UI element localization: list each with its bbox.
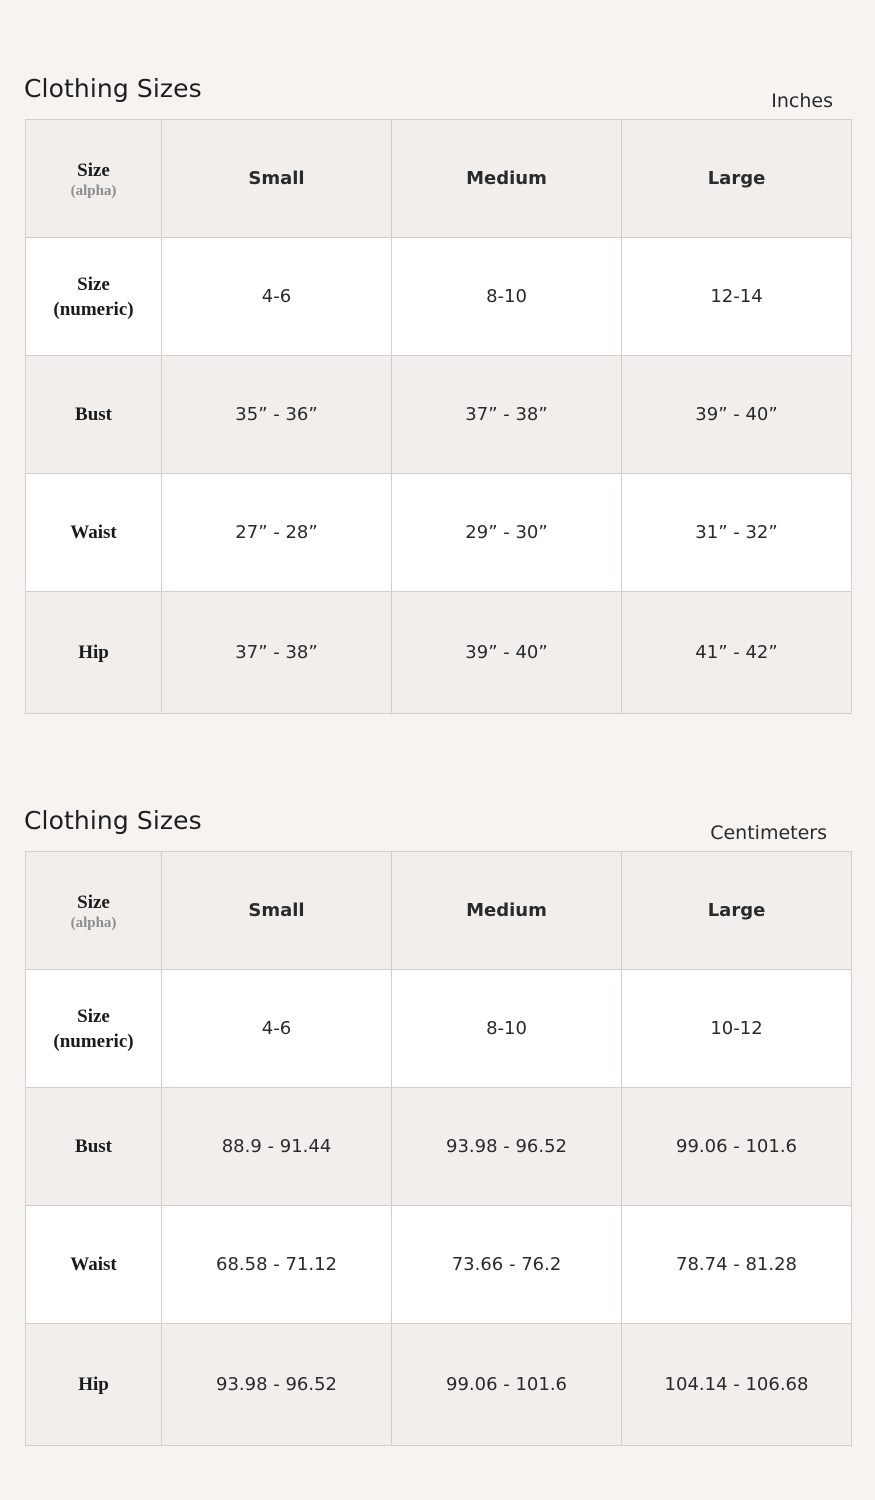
size-table [25,119,852,714]
table-cell: 99.06 - 101.6 [392,1324,622,1446]
row-header-cell [26,474,162,592]
table-row [26,970,852,1088]
table-cell: 31” - 32” [622,474,852,592]
table-header-row [26,852,852,970]
unit-label: Centimeters [710,822,827,844]
table-cell: 73.66 - 76.2 [392,1206,622,1324]
column-header-medium: Medium [392,120,622,238]
row-label-line1: Size [77,1005,110,1027]
row-header-cell [26,852,162,970]
table-cell: 93.98 - 96.52 [392,1088,622,1206]
section-title: Clothing Sizes [24,806,202,835]
table-row [26,1206,852,1324]
table-cell: 37” - 38” [162,592,392,714]
table-cell: 93.98 - 96.52 [162,1324,392,1446]
table-cell: 29” - 30” [392,474,622,592]
row-label-line1: Bust [75,404,112,425]
table-cell: 99.06 - 101.6 [622,1088,852,1206]
table-cell: 37” - 38” [392,356,622,474]
column-header-small: Small [162,852,392,970]
row-label-line2: (numeric) [53,298,134,320]
row-header-cell [26,120,162,238]
table-cell: 10-12 [622,970,852,1088]
table-row [26,1324,852,1446]
table-row [26,356,852,474]
table-cell: 35” - 36” [162,356,392,474]
table-row [26,1088,852,1206]
table-cell: 39” - 40” [622,356,852,474]
table-row [26,474,852,592]
row-label-line2: (numeric) [53,1030,134,1052]
row-header-cell [26,1324,162,1446]
row-label-line1: Waist [70,1254,117,1275]
header-label-sub: (alpha) [70,915,117,931]
table-cell: 4-6 [162,970,392,1088]
table-cell: 41” - 42” [622,592,852,714]
row-label-line1: Size [77,273,110,295]
table-cell: 68.58 - 71.12 [162,1206,392,1324]
table-row [26,592,852,714]
table-cell: 78.74 - 81.28 [622,1206,852,1324]
row-label-line1: Waist [70,522,117,543]
table-cell: 8-10 [392,238,622,356]
table-cell: 27” - 28” [162,474,392,592]
row-header-cell [26,970,162,1088]
table-cell: 88.9 - 91.44 [162,1088,392,1206]
row-header-cell [26,1206,162,1324]
table-cell: 39” - 40” [392,592,622,714]
column-header-medium: Medium [392,852,622,970]
column-header-small: Small [162,120,392,238]
unit-label: Inches [771,90,833,112]
header-label-sub: (alpha) [70,183,117,199]
header-label-main: Size [77,892,110,913]
row-label-line1: Hip [78,1374,109,1395]
row-label-line1: Bust [75,1136,112,1157]
row-label-line1: Hip [78,642,109,663]
table-cell: 12-14 [622,238,852,356]
row-header-cell [26,238,162,356]
table-row [26,238,852,356]
row-header-cell [26,1088,162,1206]
table-header-row [26,120,852,238]
table-cell: 104.14 - 106.68 [622,1324,852,1446]
table-cell: 4-6 [162,238,392,356]
column-header-large: Large [622,852,852,970]
size-table [25,851,852,1446]
table-cell: 8-10 [392,970,622,1088]
row-header-cell [26,592,162,714]
column-header-large: Large [622,120,852,238]
row-header-cell [26,356,162,474]
section-title: Clothing Sizes [24,74,202,103]
header-label-main: Size [77,160,110,181]
